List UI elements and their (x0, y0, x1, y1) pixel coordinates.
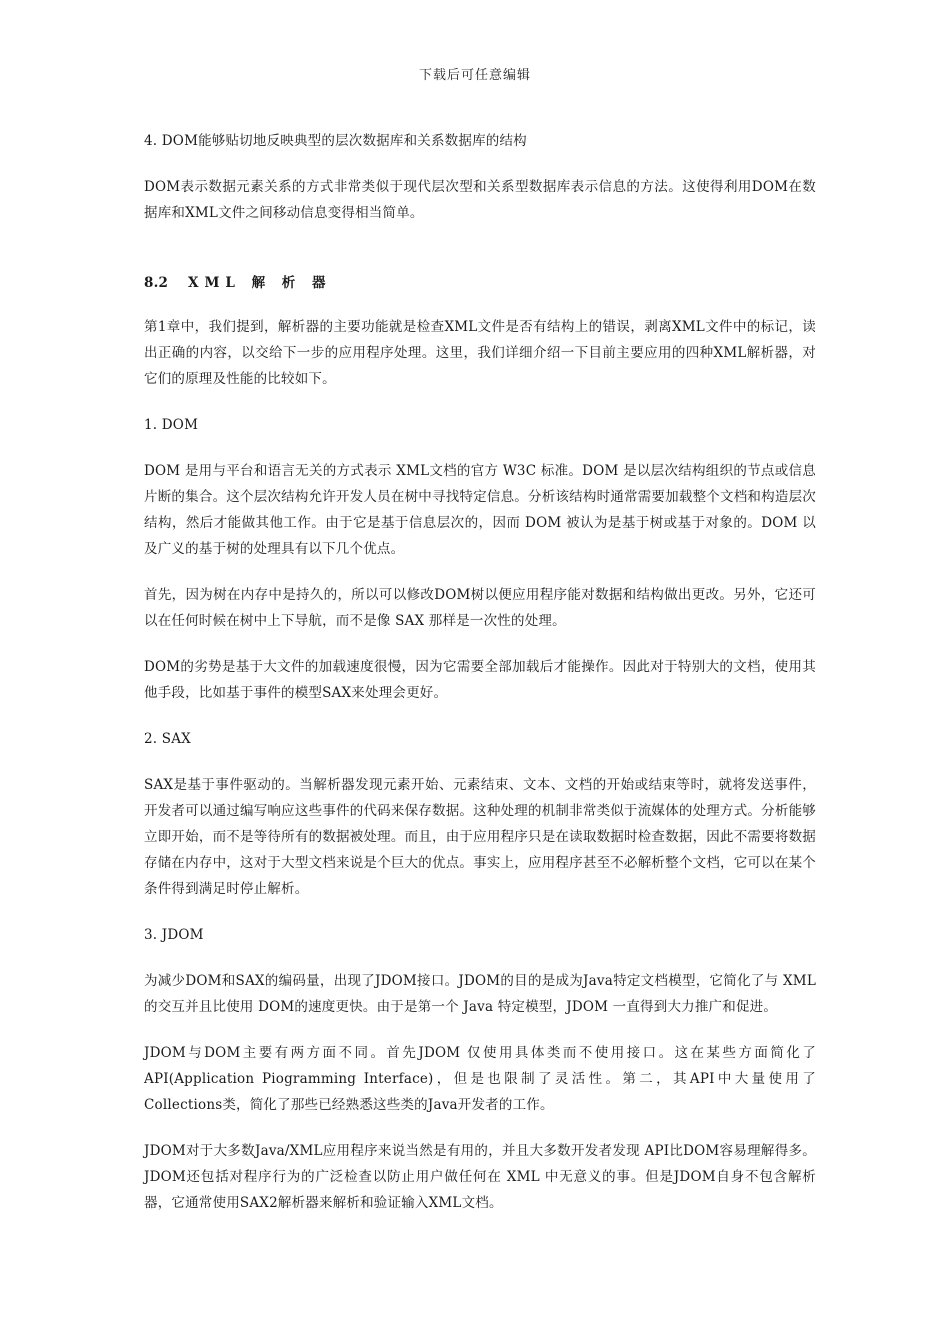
page-header: 下载后可任意编辑 (418, 68, 531, 83)
paragraph-dom-disadvantages: DOM的劣势是基于大文件的加载速度很慢，因为它需要全部加载后才能操作。因此对于特别大的文档，使用其他手段，比如基于事件的模型SAX来处理会更好。 (144, 659, 816, 701)
section-title: XML 解 析 器 (188, 275, 332, 291)
paragraph-dom-definition: DOM 是用与平台和语言无关的方式表示 XML文档的官方 W3C 标准。DOM 是以层次结构组织的节点或信息片断的集合。这个层次结构允许开发人员在树中寻找特定信息。分析该结构时通常需要加载整个文档和构造层次结构，然后才能做其他工作。由于它是基于信息层次的，因而 DOM 被认为是基于树或基于对象的。DOM 以及广义的基于树的处理具有以下几个优点。 (144, 463, 816, 557)
paragraph-parser-intro: 第1章中，我们提到，解析器的主要功能就是检查XML文件是否有结构上的错误，剥离XML文件中的标记，读出正确的内容，以交给下一步的应用程序处理。这里，我们详细介绍一下目前主要应用的四种XML解析器，对它们的原理及性能的比较如下。 (144, 319, 816, 387)
paragraph-dom-advantages: 首先，因为树在内存中是持久的，所以可以修改DOM树以便应用程序能对数据和结构做出更改。另外，它还可以在任何时候在树中上下导航，而不是像 SAX 那样是一次性的处理。 (144, 587, 816, 629)
paragraph-jdom-vs-dom: JDOM与DOM主要有两方面不同。首先JDOM 仅使用具体类而不使用接口。这在某些方面简化了API(Application Piogramming Interface)，但是也限制了灵活性。第二，其API中大量使用了Collections类，简化了那些已经熟悉这些类的Java开发者的工作。 (144, 1045, 816, 1113)
list-item-dom-structure: 4. DOM能够贴切地反映典型的层次数据库和关系数据库的结构 (144, 133, 527, 149)
subheading-dom: 1. DOM (144, 417, 199, 433)
paragraph-dom-database: DOM表示数据元素关系的方式非常类似于现代层次型和关系型数据库表示信息的方法。这使得利用DOM在数据库和XML文件之间移动信息变得相当简单。 (144, 179, 816, 221)
paragraph-jdom-intro: 为减少DOM和SAX的编码量，出现了JDOM接口。JDOM的目的是成为Java特定文档模型，它简化了与 XML的交互并且比使用 DOM的速度更快。由于是第一个 Java 特定模型，JDOM 一直得到大力推广和促进。 (144, 973, 816, 1015)
paragraph-sax-description: SAX是基于事件驱动的。当解析器发现元素开始、元素结束、文本、文档的开始或结束等时，就将发送事件，开发者可以通过编写响应这些事件的代码来保存数据。这种处理的机制非常类似于流媒体的处理方式。分析能够立即开始，而不是等待所有的数据被处理。而且，由于应用程序只是在读取数据时检查数据，因此不需要将数据存储在内存中，这对于大型文档来说是个巨大的优点。事实上，应用程序甚至不必解析整个文档，它可以在某个条件得到满足时停止解析。 (144, 777, 816, 897)
document-body (144, 128, 816, 1236)
section-number: 8.2 (144, 275, 169, 291)
paragraph-jdom-usage: JDOM对于大多数Java/XML应用程序来说当然是有用的，并且大多数开发者发现 API比DOM容易理解得多。JDOM还包括对程序行为的广泛检查以防止用户做任何在 XML 中无意义的事。但是JDOM自身不包含解析器，它通常使用SAX2解析器来解析和验证输入XML文档。 (144, 1143, 816, 1211)
subheading-sax: 2. SAX (144, 731, 191, 747)
section-heading (144, 270, 816, 296)
subheading-jdom: 3. JDOM (144, 927, 204, 943)
